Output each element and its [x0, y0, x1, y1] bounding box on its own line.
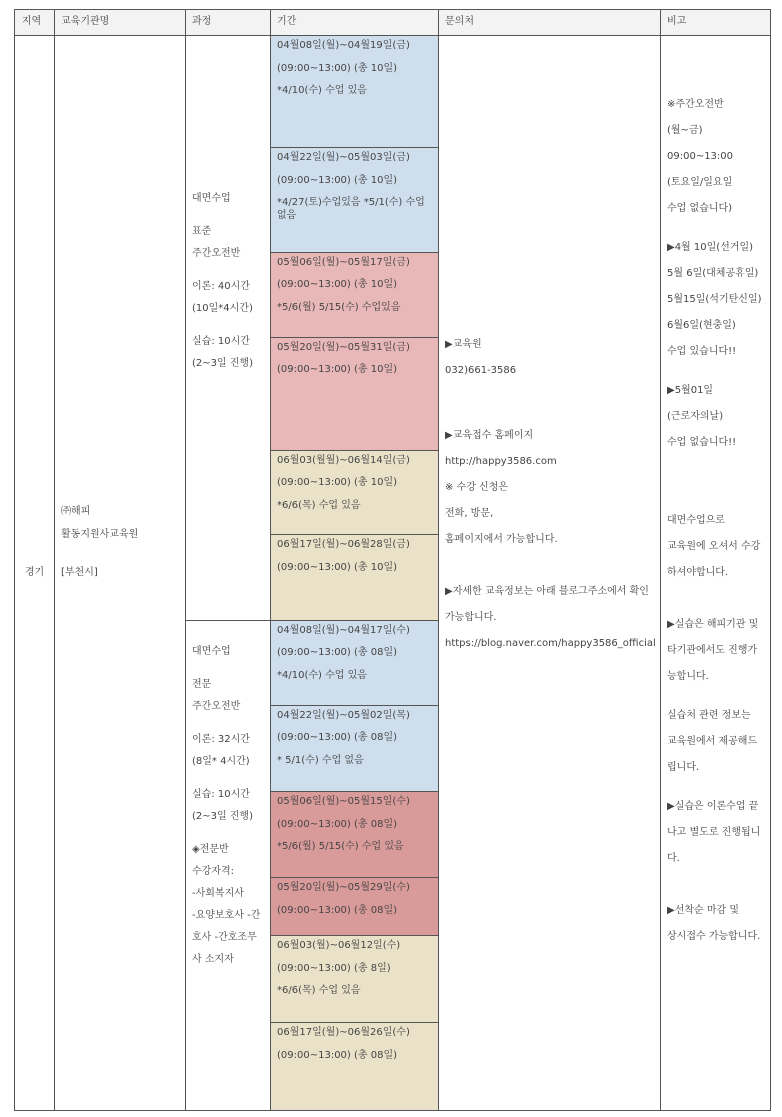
period-time: (09:00~13:00) (총 10일) [277, 174, 398, 186]
course-line: 전문 [192, 678, 212, 690]
period-time: (09:00~13:00) (총 08일) [277, 1049, 398, 1061]
contact-line [445, 384, 654, 397]
period-remark: *4/10(수) 수업 있음 [277, 669, 367, 681]
period-cell [271, 792, 439, 878]
period-remark: *4/27(토)수업있음 *5/1(수) 수업없음 [277, 197, 425, 221]
course-line [192, 718, 264, 729]
period-cell [271, 936, 439, 1023]
header-institution: 교육기관명 [55, 10, 186, 36]
period-dates: 06월03(월월)~06월14일(금) [277, 454, 410, 466]
period-cell [271, 36, 439, 148]
period-time: (09:00~13:00) (총 08일) [277, 818, 398, 830]
period-cell [271, 252, 439, 337]
period-cell [271, 620, 439, 705]
note-line: 상시접수 가능합니다. [667, 931, 761, 943]
note-line: 5월15일(석기탄신일) [667, 294, 762, 306]
note-text [661, 36, 770, 950]
institution-line-1: ㈜해피 [61, 506, 91, 518]
course-line: (10일*4시간) [192, 303, 253, 315]
period-cell [271, 148, 439, 253]
course-line: 주간오전반 [192, 248, 241, 260]
note-line: 09:00~13:00 [667, 151, 734, 163]
institution-cell [55, 36, 186, 1111]
course-line: 이론: 32시간 [192, 733, 250, 745]
contact-line: 전화, 방문, [445, 508, 494, 520]
period-cell [271, 337, 439, 450]
period-remark: *6/6(목) 수업 있음 [277, 499, 361, 511]
course-line [192, 663, 264, 674]
header-region: 지역 [15, 10, 55, 36]
contact-line: 홈페이지에서 가능합니다. [445, 534, 558, 546]
note-line [667, 586, 764, 599]
note-line: 실습처 관련 정보는 [667, 710, 751, 722]
note-line [667, 456, 764, 469]
period-time: (09:00~13:00) (총 8일) [277, 962, 391, 974]
period-time: (09:00~13:00) (총 10일) [277, 477, 398, 489]
period-dates: 05월20일(월)~05월31일(금) [277, 341, 410, 353]
contact-line [445, 410, 654, 423]
period-remark: *4/10(수) 수업 있음 [277, 85, 367, 97]
period-cell [271, 878, 439, 936]
schedule-table [14, 9, 771, 1111]
header-contact: 문의처 [439, 10, 661, 36]
contact-line: ▶자세한 교육정보는 아래 블로그주소에서 확인 가능합니다. [445, 586, 649, 624]
period-dates: 04월08일(월)~04월19일(금) [277, 40, 410, 52]
course-line: 수강자격: [192, 865, 235, 877]
period-dates: 06월17일(월)~06월26일(수) [277, 1027, 410, 1039]
note-line: ▶4월 10일(선거일) [667, 242, 754, 254]
note-line: 교육원에서 제공해드립니다. [667, 736, 758, 774]
period-time: (09:00~13:00) (총 10일) [277, 62, 398, 74]
contact-line: 032)661-3586 [445, 365, 517, 377]
note-line [667, 469, 764, 482]
period-dates: 05월06일(월)~05월15일(수) [277, 796, 410, 808]
institution-line-2: 활동지원사교육원 [61, 528, 139, 540]
period-cell [271, 450, 439, 535]
institution-line-3: [부천시] [61, 567, 98, 579]
note-line: 수업 있습니다!! [667, 346, 737, 358]
header-course: 과정 [186, 10, 271, 36]
course-line: 이론: 40시간 [192, 281, 250, 293]
note-line [667, 365, 764, 378]
period-dates: 06월03(월)~06월12일(수) [277, 940, 401, 952]
course-expert-text [186, 621, 270, 971]
contact-line [445, 566, 654, 579]
contact-line: https://blog.naver.com/happy3586_official [445, 638, 656, 650]
period-dates: 05월20일(월)~05월29일(수) [277, 882, 410, 894]
note-line: (월~금) [667, 125, 703, 137]
course-line [192, 320, 264, 331]
contact-cell [439, 36, 661, 1111]
contact-line: http://happy3586.com [445, 456, 557, 468]
course-line: (2~3일 진행) [192, 810, 254, 822]
note-line: 5월 6일(대체공휴일) [667, 268, 759, 280]
period-time: (09:00~13:00) (총 10일) [277, 279, 398, 291]
course-line: 표준 [192, 226, 212, 238]
note-line: ▶5월01일 [667, 385, 714, 397]
note-line: ▶실습은 해피기관 및 타기관에서도 진행가능합니다. [667, 619, 759, 683]
note-line [667, 222, 764, 235]
contact-line: ▶교육접수 홈페이지 [445, 430, 534, 442]
contact-text [439, 36, 660, 657]
note-line [667, 599, 764, 612]
header-row [15, 10, 771, 36]
note-line: 수업 없습니다!! [667, 437, 737, 449]
period-time: (09:00~13:00) (총 10일) [277, 561, 398, 573]
course-line: (8일* 4시간) [192, 755, 250, 767]
course-line: (2~3일 진행) [192, 358, 254, 370]
course-line: 주간오전반 [192, 700, 241, 712]
course-line: 실습: 10시간 [192, 788, 250, 800]
course-line: ◈전문반 [192, 843, 229, 855]
note-line [667, 781, 764, 794]
region-cell: 경기 [15, 36, 55, 1111]
header-period: 기간 [271, 10, 439, 36]
course-line: 대면수업 [192, 193, 231, 205]
course-line [192, 210, 264, 221]
contact-line: ▶교육원 [445, 339, 482, 351]
period-remark: *6/6(목) 수업 있음 [277, 985, 361, 997]
note-line [667, 690, 764, 703]
header-note: 비고 [661, 10, 771, 36]
course-line: -요양보호사 -간호사 -간호조무사 소지자 [192, 909, 261, 965]
period-time: (09:00~13:00) (총 08일) [277, 904, 398, 916]
note-line: (토요일/일요일 [667, 177, 733, 189]
period-remark: * 5/1(수) 수업 없음 [277, 754, 364, 766]
note-line [667, 885, 764, 898]
period-dates: 05월06일(월)~05월17일(금) [277, 256, 410, 268]
contact-line [445, 553, 654, 566]
period-dates: 06월17일(월)~06월28일(금) [277, 539, 410, 551]
course-standard-cell [186, 36, 271, 621]
period-time: (09:00~13:00) (총 08일) [277, 732, 398, 744]
period-dates: 04월22일(월)~05월03일(금) [277, 152, 410, 164]
note-line: ▶선착순 마감 및 [667, 905, 740, 917]
note-line [667, 482, 764, 495]
period-dates: 04월08일(월)~04월17일(수) [277, 624, 410, 636]
note-line: (근로자의날) [667, 411, 724, 423]
note-line: ※주간오전반 [667, 99, 724, 111]
course-standard-text [186, 36, 270, 375]
period-time: (09:00~13:00) (총 08일) [277, 647, 398, 659]
period-remark: *5/6(월) 5/15(수) 수업 있음 [277, 841, 404, 853]
period-dates: 04월22일(월)~05월02일(목) [277, 709, 410, 721]
period-remark: *5/6(월) 5/15(수) 수업있음 [277, 301, 401, 313]
course-line [192, 828, 264, 839]
period-cell [271, 1023, 439, 1111]
period-cell [271, 705, 439, 792]
note-line: 6월6일(현충일) [667, 320, 736, 332]
note-line: 대면수업으로 [667, 515, 725, 527]
course-line [192, 265, 264, 276]
note-line [667, 495, 764, 508]
note-line: ▶실습은 이론수업 끝나고 별도로 진행됩니다. [667, 801, 761, 865]
course-line: 실습: 10시간 [192, 336, 250, 348]
note-cell [661, 36, 771, 1111]
contact-line [445, 397, 654, 410]
period-time: (09:00~13:00) (총 10일) [277, 364, 398, 376]
note-line [667, 872, 764, 885]
period-cell [271, 535, 439, 621]
contact-line: ※ 수강 신청은 [445, 482, 509, 494]
course-line [192, 773, 264, 784]
course-line: 대면수업 [192, 645, 231, 657]
note-line: 수업 없습니다) [667, 203, 733, 215]
course-expert-cell [186, 620, 271, 1110]
course-line: -사회복지사 [192, 887, 244, 899]
note-line: 교육원에 오셔서 수강하셔야합니다. [667, 541, 761, 579]
